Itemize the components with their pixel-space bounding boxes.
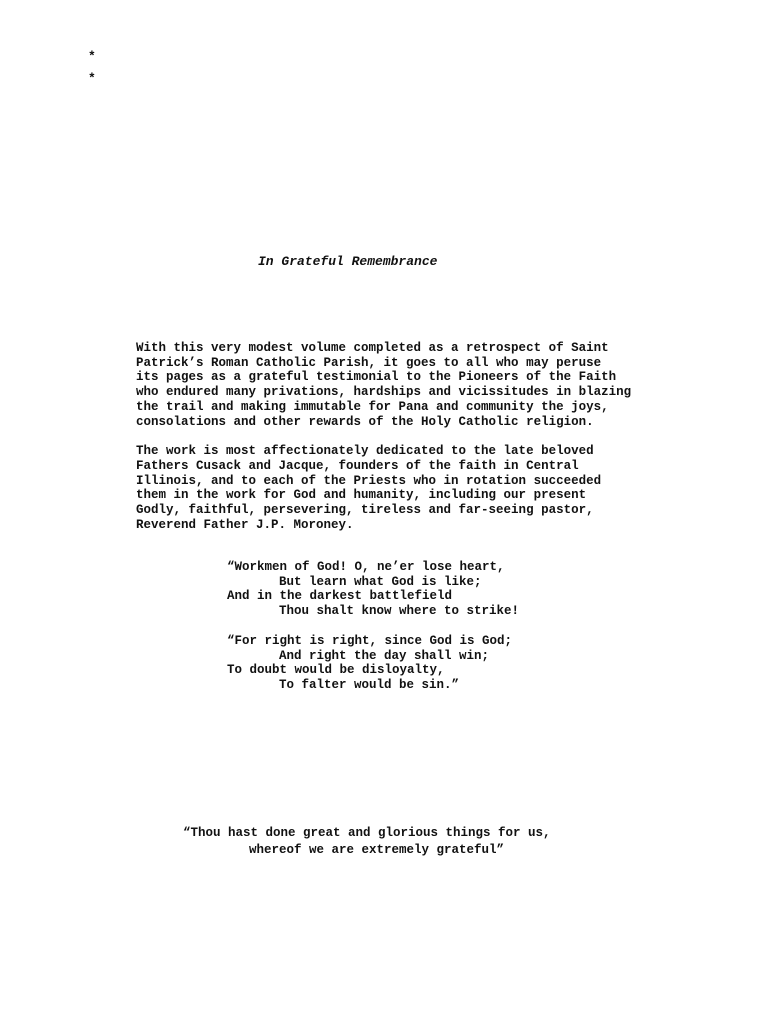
text-line: The work is most affectionately dedicated to the late beloved [136,444,594,459]
poem [227,560,519,708]
closing-line: “Thou hast done great and glorious things for us, [183,826,551,840]
poem-line: Thou shalt know where to strike! [279,604,520,619]
text-line: the trail and making immutable for Pana and community the joys, [136,399,609,414]
dedication-body [136,341,656,547]
text-line: Illinois, and to each of the Priests who in rotation succeeded [136,473,602,488]
text-line: who endured many privations, hardships and vicissitudes in blazing [136,385,632,400]
poem-line: But learn what God is like; [279,574,482,589]
poem-line: To doubt would be disloyalty, [227,663,445,678]
poem-stanza [227,634,519,693]
paragraph-retrospect [136,341,656,429]
poem-line: And in the darkest battlefield [227,589,453,604]
text-line: its pages as a grateful testimonial to the Pioneers of the Faith [136,370,617,385]
text-line: them in the work for God and humanity, including our present [136,488,587,503]
poem-line: To falter would be sin.” [279,677,460,692]
text-line: consolations and other rewards of the Holy Catholic religion. [136,414,594,429]
paragraph-dedication [136,444,656,532]
poem-stanza [227,560,519,619]
asterisk-mark: * [88,49,96,64]
closing-line: whereof we are extremely grateful” [249,842,505,857]
asterisk-marks [88,46,96,90]
text-line: Reverend Father J.P. Moroney. [136,517,354,532]
text-line: Patrick’s Roman Catholic Parish, it goes to all who may peruse [136,355,602,370]
poem-line: And right the day shall win; [279,648,490,663]
text-line: Godly, faithful, persevering, tireless and far-seeing pastor, [136,503,594,518]
text-line: Fathers Cusack and Jacque, founders of the faith in Central [136,458,579,473]
poem-line: “Workmen of God! O, ne’er lose heart, [227,560,505,574]
dedication-title: In Grateful Remembrance [258,254,438,269]
poem-line: “For right is right, since God is God; [227,633,513,648]
closing-quote [183,825,551,858]
asterisk-mark: * [88,71,96,86]
text-line: With this very modest volume completed as a retrospect of Saint [136,341,609,355]
